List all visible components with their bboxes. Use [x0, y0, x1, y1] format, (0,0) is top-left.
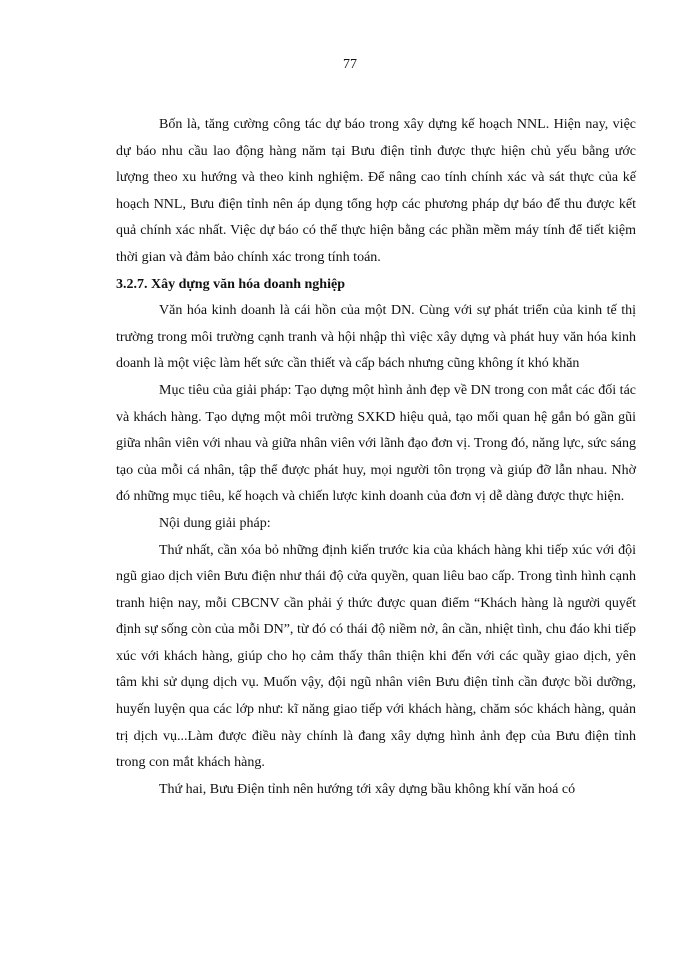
document-body: [116, 112, 636, 803]
page-number: 77: [343, 57, 357, 72]
paragraph-business-culture-intro: Văn hóa kinh doanh là cái hồn của một DN. Cùng với sự phát triển của kinh tế thị trường trong môi trường cạnh tranh và hội nhập thì việc xây dựng và phát huy văn hóa kinh doanh là một việc làm hết sức cần thiết và cấp bách nhưng cũng không ít khó khăn: [116, 303, 636, 372]
paragraph-first-point: Thứ nhất, cần xóa bỏ những định kiến trước kia của khách hàng khi tiếp xúc với đội ngũ giao dịch viên Bưu điện như thái độ cửa quyền, quan liêu bao cấp. Trong tình hình cạnh tranh hiện nay, mỗi CBCNV cần phải ý thức được quan điểm “Khách hàng là người quyết định sự sống còn của mỗi DN”, từ đó có thái độ niềm nở, ân cần, nhiệt tình, chu đáo khi tiếp xúc với khách hàng, giúp cho họ cảm thấy thân thiện khi đến với các quầy giao dịch, yên tâm khi sử dụng dịch vụ. Muốn vậy, đội ngũ nhân viên Bưu điện tỉnh cần được bồi dưỡng, huyến luyện qua các lớp như: kĩ năng giao tiếp với khách hàng, chăm sóc khách hàng, quản trị dịch vụ...Làm được điều này chính là đang xây dựng hình ảnh đẹp của Bưu điện tỉnh trong con mắt khách hàng.: [116, 542, 636, 771]
paragraph-second-point: Thứ hai, Bưu Điện tỉnh nên hướng tới xây dựng bầu không khí văn hoá có: [159, 781, 576, 797]
paragraph-solution-content-label: Nội dung giải pháp:: [159, 515, 271, 531]
section-heading: 3.2.7. Xây dựng văn hóa doanh nghiệp: [116, 276, 345, 292]
paragraph-forecasting: Bốn là, tăng cường công tác dự báo trong xây dựng kế hoạch NNL. Hiện nay, việc dự báo nhu cầu lao động hàng năm tại Bưu điện tỉnh được thực hiện chủ yếu bằng ước lượng theo xu hướng và theo kinh nghiệm. Để nâng cao tính chính xác và sát thực của kế hoạch NNL, Bưu điện tỉnh nên áp dụng tổng hợp các phương pháp dự báo để thu được kết quả chính xác nhất. Việc dự báo có thể thực hiện bằng các phần mềm máy tính để tiết kiệm thời gian và đảm bảo chính xác trong tính toán.: [116, 117, 636, 265]
paragraph-solution-objective: Mục tiêu của giải pháp: Tạo dựng một hình ảnh đẹp về DN trong con mắt các đối tác và khách hàng. Tạo dựng một môi trường SXKD hiệu quả, tạo mối quan hệ gắn bó gần gũi giữa nhân viên với nhau và giữa nhân viên với lãnh đạo đơn vị. Trong đó, năng lực, sức sáng tạo của mỗi cá nhân, tập thể được phát huy, mọi người tôn trọng và giúp đỡ lẫn nhau. Nhờ đó những mục tiêu, kế hoạch và chiến lược kinh doanh của đơn vị dễ dàng được thực hiện.: [116, 382, 636, 505]
